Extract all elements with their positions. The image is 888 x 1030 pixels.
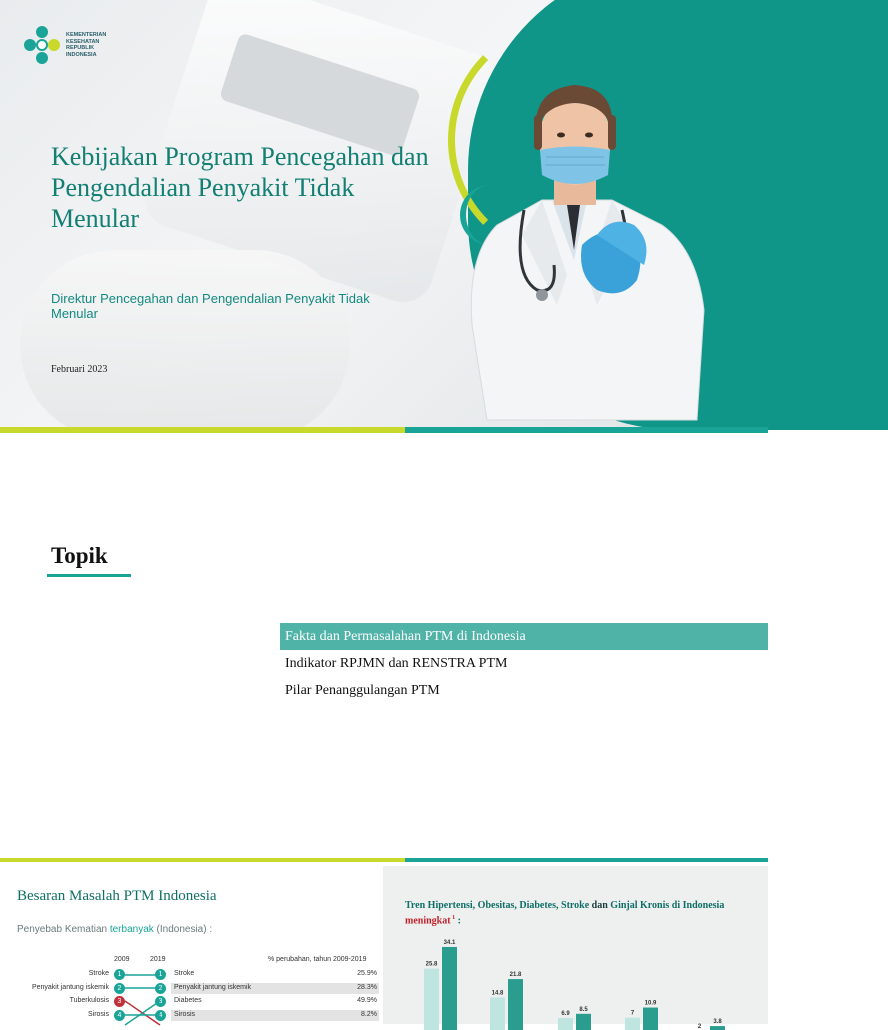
bar-series2-group3 xyxy=(576,1014,591,1030)
rank-row-band xyxy=(171,969,379,980)
chart-title: Tren Hipertensi, Obesitas, Diabetes, Stroke dan Ginjal Kronis di Indonesia meningkat $^1$ : xyxy=(405,900,725,927)
topic-item-fakta[interactable]: Fakta dan Permasalahan PTM di Indonesia xyxy=(280,623,768,650)
topics-slide xyxy=(0,433,768,858)
bar-value-label: 3.8 xyxy=(713,1019,722,1026)
year-label-2009: 2009 xyxy=(114,956,130,963)
rank-badge-2019: 1 xyxy=(155,969,166,980)
rank-badge-2009: 1 xyxy=(114,969,125,980)
slide-title: Kebijakan Program Pencegahan dan Pengendalian Penyakit Tidak Menular xyxy=(51,142,429,233)
rank-row-band xyxy=(171,1010,379,1021)
doctor-photo xyxy=(462,75,712,420)
teal-header-bar xyxy=(405,858,768,862)
trend-chart-panel xyxy=(383,866,768,1030)
topic-item-pilar[interactable]: Pilar Penanggulangan PTM xyxy=(285,683,440,698)
topic-list xyxy=(280,623,768,704)
ptm-burden-slide xyxy=(0,858,768,1030)
cause-2019: Stroke xyxy=(174,970,195,977)
cause-2009: Sirosis xyxy=(87,1011,109,1018)
slide-date: Februari 2023 xyxy=(51,364,108,375)
trend-bar-chart xyxy=(383,866,768,1030)
bar-series1-group1 xyxy=(424,969,439,1030)
bar-value-label: 10.9 xyxy=(644,1000,657,1007)
cause-2009: Tuberkulosis xyxy=(69,997,109,1004)
cause-2019: Penyakit jantung iskemik xyxy=(174,984,252,991)
cause-2009: Penyakit jantung iskemik xyxy=(31,984,109,991)
slide-subtitle: Direktur Pencegahan dan Pengendalian Penyakit Tidak Menular xyxy=(51,291,370,321)
change-percent: 49.9% xyxy=(357,997,377,1004)
topic-item-indikator[interactable]: Indikator RPJMN dan RENSTRA PTM xyxy=(285,656,508,671)
rank-badge-2019: 2 xyxy=(155,983,166,994)
background-hand-image xyxy=(20,250,350,440)
bar-series2-group4 xyxy=(643,1008,658,1030)
slide-title: Besaran Masalah PTM Indonesia xyxy=(17,888,217,904)
rank-badge-2009: 4 xyxy=(114,1010,125,1021)
change-header: % perubahan, tahun 2009-2019 xyxy=(268,956,367,963)
bar-value-label: 6.9 xyxy=(561,1010,570,1017)
rank-connector-lines xyxy=(118,970,168,1030)
ministry-logo-text: KEMENTERIAN KESEHATAN REPUBLIK INDONESIA xyxy=(66,32,107,58)
bar-value-label: 2 xyxy=(697,1023,702,1030)
change-percent: 25.9% xyxy=(357,970,377,977)
bar-value-label: 14.8 xyxy=(491,990,504,997)
bar-series2-group2 xyxy=(508,979,523,1030)
cause-2009: Stroke xyxy=(88,970,109,977)
slide-subtitle: Penyebab Kematian terbanyak (Indonesia) : xyxy=(17,924,213,935)
ministry-logo xyxy=(24,26,114,64)
bar-value-label: 21.8 xyxy=(509,972,522,979)
rank-badge-2009: 3 xyxy=(114,996,125,1007)
change-percent: 28.3% xyxy=(357,984,377,991)
change-percent: 8.2% xyxy=(361,1011,377,1018)
topics-heading: Topik xyxy=(51,543,108,568)
bar-value-label: 34.1 xyxy=(443,939,456,946)
title-slide xyxy=(0,0,768,433)
bar-series2-group1 xyxy=(442,947,457,1030)
rank-badge-2009: 2 xyxy=(114,983,125,994)
cause-2019: Diabetes xyxy=(174,997,202,1004)
rank-badge-2019: 3 xyxy=(155,996,166,1007)
bar-series2-group5 xyxy=(710,1026,725,1030)
bar-value-label: 7 xyxy=(630,1010,635,1017)
rank-badge-2019: 4 xyxy=(155,1010,166,1021)
bar-series1-group4 xyxy=(625,1018,640,1030)
ministry-logo-icon xyxy=(24,26,60,64)
year-label-2019: 2019 xyxy=(150,956,166,963)
cause-2019: Sirosis xyxy=(174,1011,196,1018)
rank-row-band xyxy=(171,996,379,1007)
bar-series1-group3 xyxy=(558,1018,573,1030)
bar-value-label: 25.8 xyxy=(425,961,438,968)
topics-heading-underline xyxy=(47,574,131,577)
bar-series1-group2 xyxy=(490,997,505,1030)
lime-header-bar xyxy=(0,858,405,862)
bar-value-label: 8.5 xyxy=(579,1006,588,1013)
